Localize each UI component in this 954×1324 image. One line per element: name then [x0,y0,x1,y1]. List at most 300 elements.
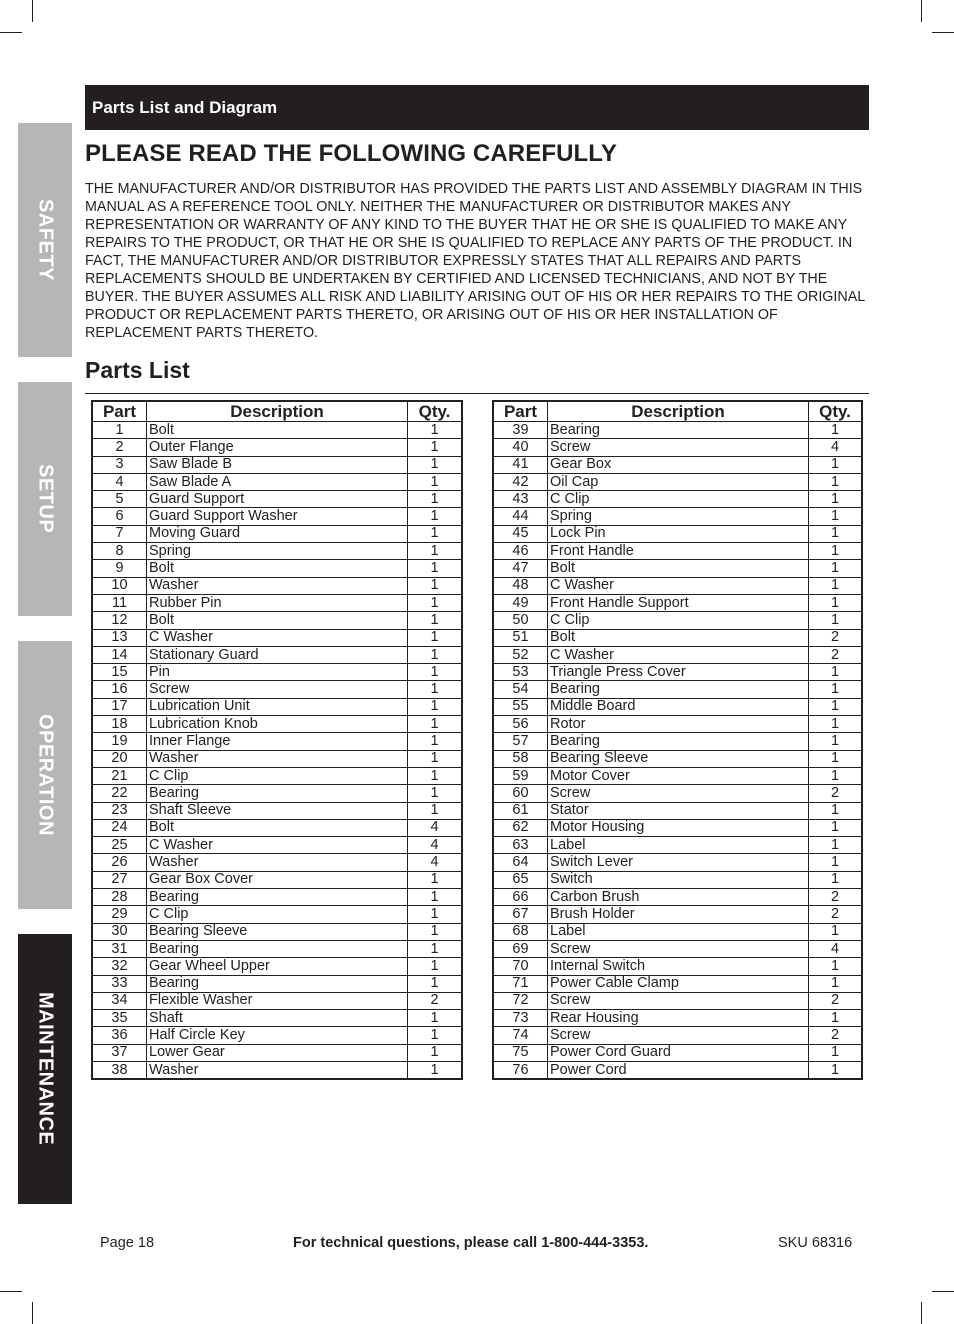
part-number-cell: 29 [93,906,147,923]
quantity-cell: 1 [809,698,862,715]
crop-mark [921,1302,922,1324]
description-cell: Moving Guard [147,525,408,542]
part-number-cell: 48 [494,577,548,594]
description-cell: Switch Lever [548,854,809,871]
part-number-cell: 40 [494,439,548,456]
table-row [93,819,462,836]
table-row [93,560,462,577]
quantity-cell: 1 [809,854,862,871]
part-number-cell: 49 [494,594,548,611]
part-number-cell: 62 [494,819,548,836]
part-number-cell: 20 [93,750,147,767]
table-row [93,439,462,456]
column-header-part: Part [494,402,548,422]
part-number-cell: 2 [93,439,147,456]
description-cell: Oil Cap [548,473,809,490]
part-number-cell: 6 [93,508,147,525]
description-cell: Bearing [147,785,408,802]
description-cell: Bearing [548,681,809,698]
table-row [93,1061,462,1078]
quantity-cell: 1 [408,560,462,577]
part-number-cell: 44 [494,508,548,525]
column-header-qty: Qty. [408,402,462,422]
part-number-cell: 61 [494,802,548,819]
description-cell: C Washer [548,646,809,663]
description-cell: Spring [147,543,408,560]
description-cell: Bolt [147,560,408,577]
description-cell: Flexible Washer [147,992,408,1009]
page-number: Page 18 [100,1235,155,1251]
table-row [93,1027,462,1044]
quantity-cell: 1 [809,871,862,888]
quantity-cell: 2 [809,992,862,1009]
table-header-row [93,402,462,422]
part-number-cell: 65 [494,871,548,888]
table-row [494,698,862,715]
description-cell: Bearing [147,975,408,992]
table-row [93,525,462,542]
description-cell: C Clip [147,906,408,923]
table-row [93,975,462,992]
description-cell: C Washer [147,629,408,646]
table-row [93,716,462,733]
description-cell: Carbon Brush [548,889,809,906]
quantity-cell: 1 [408,958,462,975]
quantity-cell: 1 [408,906,462,923]
divider [85,393,869,394]
table-row [494,958,862,975]
table-row [494,802,862,819]
part-number-cell: 12 [93,612,147,629]
table-row [93,958,462,975]
crop-mark [0,32,22,33]
description-cell: Bearing [147,889,408,906]
description-cell: Washer [147,854,408,871]
description-cell: Stator [548,802,809,819]
table-row [93,698,462,715]
description-cell: Triangle Press Cover [548,664,809,681]
part-number-cell: 36 [93,1027,147,1044]
description-cell: Screw [548,940,809,957]
part-number-cell: 24 [93,819,147,836]
description-cell: Inner Flange [147,733,408,750]
part-number-cell: 4 [93,473,147,490]
table-row [93,871,462,888]
table-row [494,508,862,525]
crop-mark [921,0,922,22]
quantity-cell: 2 [809,785,862,802]
quantity-cell: 1 [408,698,462,715]
table-row [494,975,862,992]
table-row [494,733,862,750]
part-number-cell: 73 [494,1010,548,1027]
side-tab-setup[interactable] [18,382,72,616]
quantity-cell: 1 [809,612,862,629]
description-cell: Bearing [548,733,809,750]
part-number-cell: 50 [494,612,548,629]
table-row [494,491,862,508]
description-cell: Washer [147,750,408,767]
part-number-cell: 28 [93,889,147,906]
part-number-cell: 10 [93,577,147,594]
quantity-cell: 1 [809,767,862,784]
part-number-cell: 76 [494,1061,548,1078]
part-number-cell: 63 [494,837,548,854]
column-header-description: Description [147,402,408,422]
quantity-cell: 1 [809,802,862,819]
part-number-cell: 37 [93,1044,147,1061]
crop-mark [932,32,954,33]
quantity-cell: 1 [408,629,462,646]
table-row [494,767,862,784]
table-row [494,543,862,560]
description-cell: Guard Support [147,491,408,508]
table-row [93,456,462,473]
description-cell: Bearing [147,940,408,957]
table-row [93,1010,462,1027]
description-cell: Label [548,837,809,854]
side-tab-safety[interactable] [18,123,72,357]
column-header-description: Description [548,402,809,422]
table-row [494,473,862,490]
description-cell: Front Handle Support [548,594,809,611]
quantity-cell: 2 [809,906,862,923]
table-row [494,594,862,611]
part-number-cell: 45 [494,525,548,542]
table-row [93,889,462,906]
table-row [93,473,462,490]
quantity-cell: 1 [408,439,462,456]
part-number-cell: 33 [93,975,147,992]
description-cell: Middle Board [548,698,809,715]
table-row [494,716,862,733]
part-number-cell: 32 [93,958,147,975]
part-number-cell: 64 [494,854,548,871]
description-cell: Rubber Pin [147,594,408,611]
table-header-row [494,402,862,422]
description-cell: C Clip [147,767,408,784]
table-row [494,629,862,646]
part-number-cell: 72 [494,992,548,1009]
part-number-cell: 31 [93,940,147,957]
quantity-cell: 1 [809,473,862,490]
description-cell: Lock Pin [548,525,809,542]
part-number-cell: 8 [93,543,147,560]
part-number-cell: 55 [494,698,548,715]
description-cell: Bearing Sleeve [147,923,408,940]
table-row [93,612,462,629]
table-row [93,681,462,698]
part-number-cell: 67 [494,906,548,923]
quantity-cell: 1 [809,491,862,508]
part-number-cell: 68 [494,923,548,940]
quantity-cell: 1 [809,577,862,594]
description-cell: Half Circle Key [147,1027,408,1044]
part-number-cell: 69 [494,940,548,957]
quantity-cell: 1 [809,716,862,733]
quantity-cell: 1 [408,750,462,767]
quantity-cell: 1 [408,543,462,560]
description-cell: Stationary Guard [147,646,408,663]
part-number-cell: 23 [93,802,147,819]
table-row [494,871,862,888]
description-cell: Screw [548,1027,809,1044]
table-row [93,422,462,439]
table-row [494,577,862,594]
part-number-cell: 9 [93,560,147,577]
table-row [494,664,862,681]
part-number-cell: 19 [93,733,147,750]
description-cell: Lower Gear [147,1044,408,1061]
table-row [494,1010,862,1027]
side-tab-label: SAFETY [34,199,57,281]
quantity-cell: 1 [809,923,862,940]
quantity-cell: 2 [809,1027,862,1044]
quantity-cell: 1 [408,1061,462,1078]
parts-table-left [92,401,462,1079]
part-number-cell: 46 [494,543,548,560]
parts-table-body [93,422,462,1079]
quantity-cell: 1 [408,1027,462,1044]
quantity-cell: 1 [408,577,462,594]
description-cell: Motor Housing [548,819,809,836]
quantity-cell: 1 [809,456,862,473]
description-cell: Brush Holder [548,906,809,923]
description-cell: Pin [147,664,408,681]
crop-mark [32,0,33,22]
table-row [494,889,862,906]
description-cell: Shaft Sleeve [147,802,408,819]
table-row [93,508,462,525]
table-row [494,560,862,577]
table-row [494,1061,862,1078]
part-number-cell: 22 [93,785,147,802]
part-number-cell: 38 [93,1061,147,1078]
part-number-cell: 43 [494,491,548,508]
description-cell: Label [548,923,809,940]
quantity-cell: 4 [408,837,462,854]
quantity-cell: 1 [809,837,862,854]
table-row [494,906,862,923]
part-number-cell: 66 [494,889,548,906]
crop-mark [32,1302,33,1324]
quantity-cell: 1 [408,940,462,957]
table-row [494,456,862,473]
quantity-cell: 4 [809,940,862,957]
quantity-cell: 1 [809,958,862,975]
description-cell: Bolt [548,560,809,577]
part-number-cell: 17 [93,698,147,715]
quantity-cell: 1 [408,508,462,525]
part-number-cell: 71 [494,975,548,992]
parts-table-body [494,422,862,1079]
table-row [494,837,862,854]
quantity-cell: 4 [809,439,862,456]
table-row [494,854,862,871]
table-row [93,992,462,1009]
part-number-cell: 27 [93,871,147,888]
part-number-cell: 1 [93,422,147,439]
part-number-cell: 11 [93,594,147,611]
quantity-cell: 1 [809,422,862,439]
description-cell: Shaft [147,1010,408,1027]
description-cell: C Washer [548,577,809,594]
description-cell: Bolt [147,422,408,439]
part-number-cell: 74 [494,1027,548,1044]
part-number-cell: 3 [93,456,147,473]
quantity-cell: 1 [408,1044,462,1061]
part-number-cell: 47 [494,560,548,577]
description-cell: Bolt [548,629,809,646]
description-cell: Saw Blade B [147,456,408,473]
quantity-cell: 1 [809,594,862,611]
table-row [494,646,862,663]
part-number-cell: 14 [93,646,147,663]
quantity-cell: 1 [408,716,462,733]
part-number-cell: 34 [93,992,147,1009]
table-row [93,854,462,871]
table-row [494,750,862,767]
table-row [494,923,862,940]
part-number-cell: 57 [494,733,548,750]
table-row [494,1044,862,1061]
side-tab-label: SETUP [34,464,57,534]
description-cell: Screw [548,785,809,802]
description-cell: Screw [147,681,408,698]
table-row [93,767,462,784]
quantity-cell: 1 [408,785,462,802]
quantity-cell: 1 [809,733,862,750]
side-tab-label: OPERATION [34,714,57,836]
description-cell: Power Cord Guard [548,1044,809,1061]
part-number-cell: 35 [93,1010,147,1027]
description-cell: Saw Blade A [147,473,408,490]
quantity-cell: 2 [809,646,862,663]
table-row [93,940,462,957]
quantity-cell: 4 [408,854,462,871]
quantity-cell: 1 [809,508,862,525]
description-cell: Bearing Sleeve [548,750,809,767]
description-cell: C Washer [147,837,408,854]
part-number-cell: 56 [494,716,548,733]
description-cell: Lubrication Knob [147,716,408,733]
description-cell: Power Cable Clamp [548,975,809,992]
quantity-cell: 1 [408,767,462,784]
description-cell: C Clip [548,491,809,508]
part-number-cell: 16 [93,681,147,698]
description-cell: Spring [548,508,809,525]
quantity-cell: 1 [408,422,462,439]
table-row [494,992,862,1009]
part-number-cell: 26 [93,854,147,871]
quantity-cell: 1 [809,1061,862,1078]
part-number-cell: 39 [494,422,548,439]
quantity-cell: 1 [809,1044,862,1061]
table-row [494,681,862,698]
side-tab-label: MAINTENANCE [34,992,57,1146]
part-number-cell: 60 [494,785,548,802]
description-cell: Switch [548,871,809,888]
quantity-cell: 1 [408,646,462,663]
quantity-cell: 1 [809,543,862,560]
quantity-cell: 1 [408,871,462,888]
quantity-cell: 1 [408,594,462,611]
quantity-cell: 1 [408,1010,462,1027]
column-header-qty: Qty. [809,402,862,422]
quantity-cell: 1 [408,681,462,698]
quantity-cell: 1 [408,525,462,542]
parts-list-title: Parts List [85,357,190,383]
part-number-cell: 53 [494,664,548,681]
quantity-cell: 1 [408,456,462,473]
description-cell: Washer [147,577,408,594]
quantity-cell: 1 [809,1010,862,1027]
part-number-cell: 5 [93,491,147,508]
description-cell: Power Cord [548,1061,809,1078]
quantity-cell: 1 [809,750,862,767]
table-row [93,594,462,611]
table-row [93,664,462,681]
part-number-cell: 18 [93,716,147,733]
table-row [93,750,462,767]
column-header-part: Part [93,402,147,422]
description-cell: Guard Support Washer [147,508,408,525]
quantity-cell: 1 [408,612,462,629]
table-row [93,785,462,802]
table-row [93,629,462,646]
parts-table-right [493,401,862,1079]
crop-mark [932,1291,954,1292]
description-cell: Rear Housing [548,1010,809,1027]
quantity-cell: 1 [809,560,862,577]
quantity-cell: 1 [408,473,462,490]
table-row [494,422,862,439]
table-row [93,802,462,819]
quantity-cell: 1 [408,664,462,681]
table-row [494,785,862,802]
description-cell: Gear Box Cover [147,871,408,888]
description-cell: Screw [548,992,809,1009]
description-cell: Bolt [147,612,408,629]
quantity-cell: 1 [408,889,462,906]
table-row [494,940,862,957]
description-cell: Motor Cover [548,767,809,784]
table-row [93,906,462,923]
part-number-cell: 42 [494,473,548,490]
table-row [494,819,862,836]
quantity-cell: 2 [809,889,862,906]
part-number-cell: 54 [494,681,548,698]
description-cell: Outer Flange [147,439,408,456]
side-tab-maintenance[interactable] [18,934,72,1204]
quantity-cell: 1 [408,733,462,750]
description-cell: C Clip [548,612,809,629]
part-number-cell: 59 [494,767,548,784]
table-row [93,543,462,560]
table-row [93,837,462,854]
part-number-cell: 75 [494,1044,548,1061]
section-header-bar: Parts List and Diagram [85,85,869,130]
support-phone-text: For technical questions, please call 1-800-444-3353. [293,1235,649,1251]
table-row [494,612,862,629]
crop-mark [0,1291,22,1292]
part-number-cell: 15 [93,664,147,681]
part-number-cell: 52 [494,646,548,663]
disclaimer-text: THE MANUFACTURER AND/OR DISTRIBUTOR HAS PROVIDED THE PARTS LIST AND ASSEMBLY DIAGRAM IN THIS MANUAL AS A REFERENCE TOOL ONLY. NEITHER THE MANUFACTURER OR DISTRIBUTOR MAKES ANY REPRESENTATION OR WARRANTY OF ANY KIND TO THE BUYER THAT HE OR SHE IS QUALIFIED TO MAKE ANY REPAIRS TO THE PRODUCT, OR THAT HE OR SHE IS QUALIFIED TO REPLACE ANY PARTS OF THE PRODUCT. IN FACT, THE MANUFACTURER AND/OR DISTRIBUTOR EXPRESSLY STATES THAT ALL REPAIRS AND PARTS REPLACEMENTS SHOULD BE UNDERTAKEN BY CERTIFIED AND LICENSED TECHNICIANS, AND NOT BY THE BUYER. THE BUYER ASSUMES ALL RISK AND LIABILITY ARISING OUT OF HIS OR HER REPAIRS TO THE ORIGINAL PRODUCT OR REPLACEMENT PARTS THERETO, OR ARISING OUT OF HIS OR HER INSTALLATION OF REPLACEMENT PARTS THERETO. [85,181,865,341]
table-row [93,733,462,750]
side-tab-operation[interactable] [18,641,72,909]
description-cell: Bearing [548,422,809,439]
